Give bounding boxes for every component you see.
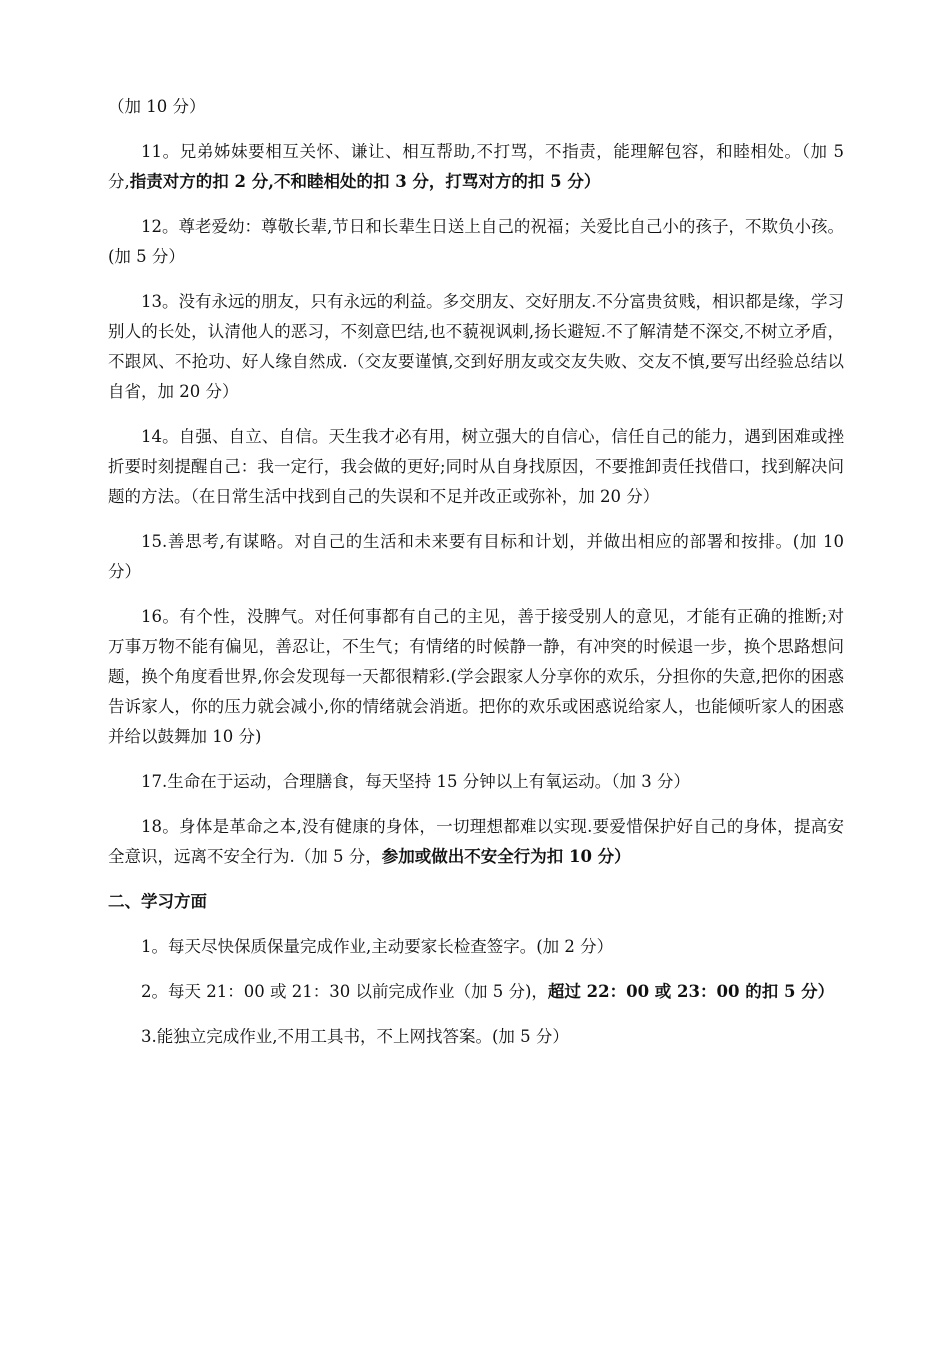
paragraph-text: 3.能独立完成作业,不用工具书，不上网找答案。(加 5 分）	[141, 1027, 569, 1046]
paragraph-text: 17.生命在于运动，合理膳食，每天坚持 15 分钟以上有氧运动。（加 3 分）	[141, 772, 690, 791]
paragraph-item-16	[108, 602, 844, 752]
paragraph-item-13	[108, 287, 844, 407]
paragraph-text: 13。没有永远的朋友，只有永远的利益。多交朋友、交好朋友.不分富贵贫贱，相识都是缘，学习别人的长处，认清他人的恶习，不刻意巴结,也不藐视讽刺,扬长避短.不了解清楚不深交,不树立矛盾，不跟风、不抢功、好人缘自然成.（交友要谨慎,交到好朋友或交友失败、交友不慎,要写出经验总结以自省，加 20 分）	[108, 292, 844, 401]
paragraph-text: 14。自强、自立、自信。天生我才必有用，树立强大的自信心，信任自己的能力，遇到困难或挫折要时刻提醒自己：我一定行，我会做的更好;同时从自身找原因，不要推卸责任找借口，找到解决问题的方法。（在日常生活中找到自己的失误和不足并改正或弥补，加 20 分）	[108, 427, 844, 506]
paragraph-item-15	[108, 527, 844, 587]
paragraph-study-3	[108, 1022, 844, 1052]
paragraph-text: 1。每天尽快保质保量完成作业,主动要家长检查签字。(加 2 分）	[141, 937, 614, 956]
penalty-text: 指责对方的扣 2 分,不和睦相处的扣 3 分，打骂对方的扣 5 分）	[129, 172, 601, 191]
paragraph-text: 16。有个性，没脾气。对任何事都有自己的主见，善于接受别人的意见，才能有正确的推断;对万事万物不能有偏见，善忍让，不生气；有情绪的时候静一静，有冲突的时候退一步，换个思路想问题，换个角度看世界,你会发现每一天都很精彩.(学会跟家人分享你的欢乐，分担你的失意,把你的困惑告诉家人，你的压力就会减小,你的情绪就会消逝。把你的欢乐或困惑说给家人，也能倾听家人的困惑并给以鼓舞加 10 分)	[108, 607, 844, 746]
section-heading-study: 二、学习方面	[108, 892, 207, 911]
paragraph-score-note	[108, 92, 844, 122]
paragraph-item-17	[108, 767, 844, 797]
paragraph-text: 11。兄弟姊妹要相互关怀、谦让、相互帮助,不打骂，不指责，能理解包容，和睦相处。（加 5 分,	[108, 142, 844, 191]
penalty-text: 参加或做出不安全行为扣 10 分）	[381, 847, 631, 866]
paragraph-study-1	[108, 932, 844, 962]
paragraph-text: 15.善思考,有谋略。对自己的生活和未来要有目标和计划，并做出相应的部署和按排。(加 10 分）	[108, 532, 844, 581]
paragraph-item-12	[108, 212, 844, 272]
paragraph-study-2	[108, 977, 844, 1007]
paragraph-text: 18。身体是革命之本,没有健康的身体，一切理想都难以实现.要爱惜保护好自己的身体，提高安全意识，远离不安全行为.（加 5 分，	[108, 817, 844, 866]
paragraph-item-11	[108, 137, 844, 197]
penalty-text: 超过 22：00 或 23：00 的扣 5 分）	[547, 982, 835, 1001]
document-body	[108, 92, 844, 1067]
paragraph-text: （加 10 分）	[108, 97, 206, 116]
paragraph-item-18	[108, 812, 844, 872]
paragraph-text: 12。尊老爱幼：尊敬长辈,节日和长辈生日送上自己的祝福；关爱比自己小的孩子，不欺负小孩。(加 5 分）	[108, 217, 844, 266]
paragraph-text: 2。每天 21：00 或 21：30 以前完成作业（加 5 分)，	[141, 982, 548, 1001]
paragraph-item-14	[108, 422, 844, 512]
